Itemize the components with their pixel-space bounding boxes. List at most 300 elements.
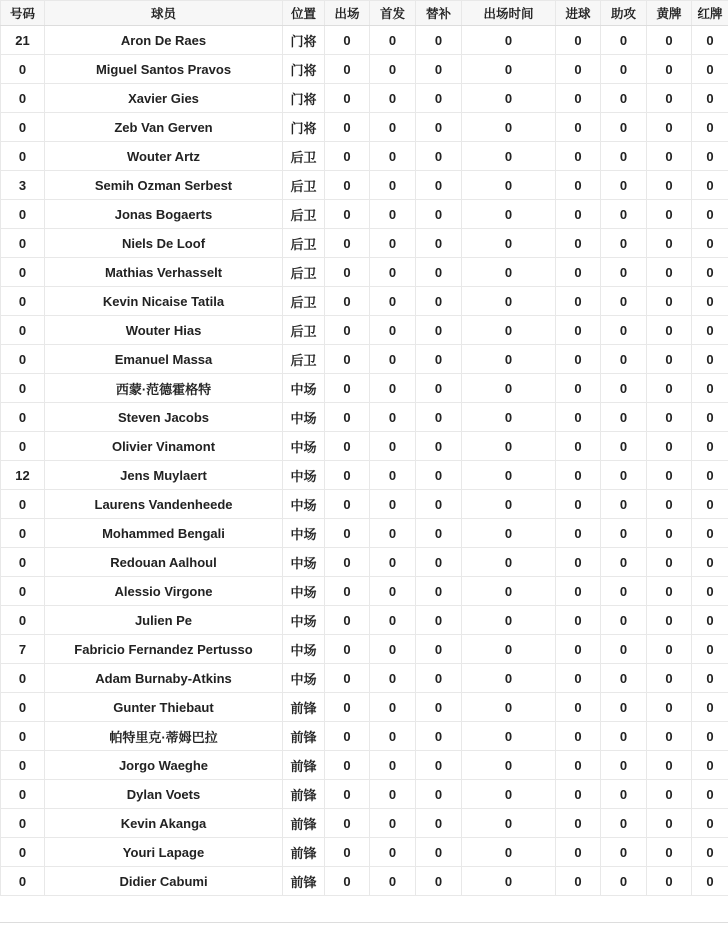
cell-minutes: 0	[462, 403, 556, 432]
cell-yellow-cards: 0	[647, 258, 692, 287]
cell-starts: 0	[370, 519, 416, 548]
cell-assists: 0	[601, 577, 647, 606]
cell-goals: 0	[556, 200, 601, 229]
cell-number: 0	[1, 606, 45, 635]
cell-player: Adam Burnaby-Atkins	[45, 664, 283, 693]
cell-substitute: 0	[416, 490, 462, 519]
cell-number: 7	[1, 635, 45, 664]
cell-red-cards: 0	[692, 722, 728, 751]
cell-number: 0	[1, 113, 45, 142]
cell-minutes: 0	[462, 316, 556, 345]
cell-starts: 0	[370, 722, 416, 751]
cell-goals: 0	[556, 867, 601, 896]
cell-appearances: 0	[325, 316, 370, 345]
cell-substitute: 0	[416, 229, 462, 258]
cell-starts: 0	[370, 432, 416, 461]
cell-starts: 0	[370, 606, 416, 635]
cell-minutes: 0	[462, 809, 556, 838]
cell-position: 后卫	[283, 345, 325, 374]
cell-goals: 0	[556, 345, 601, 374]
cell-yellow-cards: 0	[647, 751, 692, 780]
cell-position: 中场	[283, 461, 325, 490]
cell-position: 后卫	[283, 142, 325, 171]
table-row	[1, 374, 728, 403]
cell-minutes: 0	[462, 780, 556, 809]
cell-red-cards: 0	[692, 55, 728, 84]
cell-substitute: 0	[416, 635, 462, 664]
cell-yellow-cards: 0	[647, 780, 692, 809]
cell-red-cards: 0	[692, 403, 728, 432]
cell-player: Wouter Artz	[45, 142, 283, 171]
cell-minutes: 0	[462, 461, 556, 490]
table-row	[1, 664, 728, 693]
cell-substitute: 0	[416, 200, 462, 229]
cell-starts: 0	[370, 548, 416, 577]
cell-number: 0	[1, 490, 45, 519]
cell-red-cards: 0	[692, 490, 728, 519]
cell-assists: 0	[601, 287, 647, 316]
table-row	[1, 635, 728, 664]
cell-starts: 0	[370, 258, 416, 287]
cell-yellow-cards: 0	[647, 287, 692, 316]
cell-player: Redouan Aalhoul	[45, 548, 283, 577]
cell-minutes: 0	[462, 258, 556, 287]
cell-number: 0	[1, 84, 45, 113]
cell-yellow-cards: 0	[647, 461, 692, 490]
cell-player: 西蒙·范德霍格特	[45, 374, 283, 403]
cell-yellow-cards: 0	[647, 490, 692, 519]
cell-red-cards: 0	[692, 635, 728, 664]
cell-position: 后卫	[283, 258, 325, 287]
table-body	[1, 26, 728, 896]
cell-position: 中场	[283, 490, 325, 519]
cell-starts: 0	[370, 316, 416, 345]
cell-substitute: 0	[416, 664, 462, 693]
cell-starts: 0	[370, 55, 416, 84]
cell-player: Dylan Voets	[45, 780, 283, 809]
cell-minutes: 0	[462, 722, 556, 751]
cell-assists: 0	[601, 171, 647, 200]
cell-yellow-cards: 0	[647, 867, 692, 896]
cell-assists: 0	[601, 519, 647, 548]
cell-red-cards: 0	[692, 374, 728, 403]
cell-number: 0	[1, 548, 45, 577]
cell-minutes: 0	[462, 519, 556, 548]
cell-position: 门将	[283, 55, 325, 84]
cell-position: 中场	[283, 519, 325, 548]
table-row	[1, 577, 728, 606]
cell-player: Semih Ozman Serbest	[45, 171, 283, 200]
cell-number: 0	[1, 867, 45, 896]
cell-assists: 0	[601, 693, 647, 722]
cell-appearances: 0	[325, 635, 370, 664]
cell-red-cards: 0	[692, 26, 728, 55]
cell-position: 前锋	[283, 809, 325, 838]
cell-substitute: 0	[416, 26, 462, 55]
cell-position: 中场	[283, 577, 325, 606]
cell-minutes: 0	[462, 577, 556, 606]
cell-position: 后卫	[283, 200, 325, 229]
cell-appearances: 0	[325, 548, 370, 577]
cell-yellow-cards: 0	[647, 142, 692, 171]
cell-substitute: 0	[416, 577, 462, 606]
cell-number: 0	[1, 200, 45, 229]
cell-player: Steven Jacobs	[45, 403, 283, 432]
cell-yellow-cards: 0	[647, 113, 692, 142]
cell-position: 中场	[283, 635, 325, 664]
cell-goals: 0	[556, 374, 601, 403]
cell-position: 门将	[283, 113, 325, 142]
cell-red-cards: 0	[692, 84, 728, 113]
cell-red-cards: 0	[692, 229, 728, 258]
cell-yellow-cards: 0	[647, 374, 692, 403]
cell-yellow-cards: 0	[647, 26, 692, 55]
cell-player: Didier Cabumi	[45, 867, 283, 896]
cell-number: 0	[1, 55, 45, 84]
cell-yellow-cards: 0	[647, 635, 692, 664]
cell-starts: 0	[370, 809, 416, 838]
cell-assists: 0	[601, 548, 647, 577]
cell-position: 门将	[283, 84, 325, 113]
header-cell-yellow-cards: 黄牌	[647, 1, 692, 26]
cell-goals: 0	[556, 751, 601, 780]
cell-goals: 0	[556, 258, 601, 287]
cell-appearances: 0	[325, 258, 370, 287]
cell-red-cards: 0	[692, 838, 728, 867]
cell-number: 0	[1, 577, 45, 606]
table-row	[1, 722, 728, 751]
cell-number: 0	[1, 142, 45, 171]
cell-yellow-cards: 0	[647, 838, 692, 867]
header-cell-starts: 首发	[370, 1, 416, 26]
cell-goals: 0	[556, 229, 601, 258]
cell-substitute: 0	[416, 519, 462, 548]
cell-assists: 0	[601, 345, 647, 374]
cell-substitute: 0	[416, 84, 462, 113]
cell-yellow-cards: 0	[647, 548, 692, 577]
cell-goals: 0	[556, 432, 601, 461]
table-row	[1, 461, 728, 490]
cell-substitute: 0	[416, 809, 462, 838]
table-row	[1, 316, 728, 345]
cell-number: 0	[1, 751, 45, 780]
cell-appearances: 0	[325, 722, 370, 751]
cell-minutes: 0	[462, 548, 556, 577]
table-row	[1, 113, 728, 142]
cell-assists: 0	[601, 316, 647, 345]
cell-assists: 0	[601, 432, 647, 461]
cell-red-cards: 0	[692, 258, 728, 287]
cell-appearances: 0	[325, 200, 370, 229]
cell-assists: 0	[601, 142, 647, 171]
table-row	[1, 84, 728, 113]
cell-player: Xavier Gies	[45, 84, 283, 113]
cell-number: 12	[1, 461, 45, 490]
table-row	[1, 26, 728, 55]
cell-player: Kevin Akanga	[45, 809, 283, 838]
cell-yellow-cards: 0	[647, 84, 692, 113]
cell-assists: 0	[601, 461, 647, 490]
cell-starts: 0	[370, 751, 416, 780]
cell-goals: 0	[556, 519, 601, 548]
cell-minutes: 0	[462, 374, 556, 403]
cell-starts: 0	[370, 403, 416, 432]
cell-assists: 0	[601, 722, 647, 751]
cell-appearances: 0	[325, 809, 370, 838]
cell-position: 前锋	[283, 751, 325, 780]
cell-position: 后卫	[283, 229, 325, 258]
cell-position: 中场	[283, 548, 325, 577]
cell-starts: 0	[370, 577, 416, 606]
cell-goals: 0	[556, 722, 601, 751]
cell-number: 0	[1, 519, 45, 548]
cell-red-cards: 0	[692, 577, 728, 606]
cell-appearances: 0	[325, 461, 370, 490]
cell-starts: 0	[370, 867, 416, 896]
cell-number: 0	[1, 287, 45, 316]
table-row	[1, 287, 728, 316]
cell-goals: 0	[556, 490, 601, 519]
cell-substitute: 0	[416, 838, 462, 867]
cell-substitute: 0	[416, 867, 462, 896]
cell-goals: 0	[556, 635, 601, 664]
header-cell-red-cards: 红牌	[692, 1, 728, 26]
cell-minutes: 0	[462, 171, 556, 200]
cell-yellow-cards: 0	[647, 693, 692, 722]
cell-red-cards: 0	[692, 113, 728, 142]
bottom-divider	[0, 922, 728, 923]
cell-goals: 0	[556, 693, 601, 722]
header-cell-assists: 助攻	[601, 1, 647, 26]
cell-goals: 0	[556, 809, 601, 838]
cell-player: Alessio Virgone	[45, 577, 283, 606]
cell-red-cards: 0	[692, 142, 728, 171]
cell-position: 前锋	[283, 867, 325, 896]
table-row	[1, 432, 728, 461]
table-row	[1, 519, 728, 548]
cell-goals: 0	[556, 26, 601, 55]
cell-assists: 0	[601, 258, 647, 287]
cell-red-cards: 0	[692, 780, 728, 809]
cell-number: 0	[1, 809, 45, 838]
cell-appearances: 0	[325, 490, 370, 519]
cell-goals: 0	[556, 84, 601, 113]
cell-number: 0	[1, 722, 45, 751]
cell-substitute: 0	[416, 461, 462, 490]
cell-assists: 0	[601, 780, 647, 809]
cell-substitute: 0	[416, 316, 462, 345]
cell-number: 0	[1, 345, 45, 374]
cell-player: Niels De Loof	[45, 229, 283, 258]
cell-substitute: 0	[416, 751, 462, 780]
cell-substitute: 0	[416, 780, 462, 809]
cell-yellow-cards: 0	[647, 229, 692, 258]
cell-substitute: 0	[416, 722, 462, 751]
table-row	[1, 780, 728, 809]
cell-goals: 0	[556, 577, 601, 606]
cell-starts: 0	[370, 374, 416, 403]
cell-goals: 0	[556, 780, 601, 809]
table-row	[1, 200, 728, 229]
cell-red-cards: 0	[692, 345, 728, 374]
cell-appearances: 0	[325, 519, 370, 548]
cell-yellow-cards: 0	[647, 577, 692, 606]
header-cell-appearances: 出场	[325, 1, 370, 26]
cell-red-cards: 0	[692, 867, 728, 896]
cell-appearances: 0	[325, 664, 370, 693]
cell-substitute: 0	[416, 432, 462, 461]
cell-yellow-cards: 0	[647, 55, 692, 84]
cell-player: Aron De Raes	[45, 26, 283, 55]
cell-yellow-cards: 0	[647, 606, 692, 635]
table-row	[1, 142, 728, 171]
cell-minutes: 0	[462, 664, 556, 693]
table-row	[1, 809, 728, 838]
cell-appearances: 0	[325, 606, 370, 635]
cell-assists: 0	[601, 229, 647, 258]
cell-player: Jonas Bogaerts	[45, 200, 283, 229]
cell-player: Wouter Hias	[45, 316, 283, 345]
cell-assists: 0	[601, 606, 647, 635]
cell-red-cards: 0	[692, 461, 728, 490]
cell-minutes: 0	[462, 200, 556, 229]
cell-assists: 0	[601, 838, 647, 867]
cell-minutes: 0	[462, 113, 556, 142]
cell-starts: 0	[370, 693, 416, 722]
cell-appearances: 0	[325, 113, 370, 142]
cell-minutes: 0	[462, 84, 556, 113]
table-row	[1, 55, 728, 84]
cell-appearances: 0	[325, 780, 370, 809]
cell-red-cards: 0	[692, 287, 728, 316]
cell-position: 前锋	[283, 693, 325, 722]
cell-substitute: 0	[416, 113, 462, 142]
cell-position: 门将	[283, 26, 325, 55]
cell-appearances: 0	[325, 577, 370, 606]
cell-starts: 0	[370, 142, 416, 171]
cell-appearances: 0	[325, 693, 370, 722]
cell-number: 0	[1, 374, 45, 403]
cell-assists: 0	[601, 374, 647, 403]
table-row	[1, 229, 728, 258]
table-header	[1, 1, 728, 26]
cell-goals: 0	[556, 171, 601, 200]
cell-position: 中场	[283, 403, 325, 432]
cell-yellow-cards: 0	[647, 316, 692, 345]
cell-yellow-cards: 0	[647, 171, 692, 200]
cell-appearances: 0	[325, 287, 370, 316]
cell-red-cards: 0	[692, 664, 728, 693]
cell-player: Youri Lapage	[45, 838, 283, 867]
cell-red-cards: 0	[692, 548, 728, 577]
cell-player: Gunter Thiebaut	[45, 693, 283, 722]
cell-starts: 0	[370, 113, 416, 142]
cell-appearances: 0	[325, 432, 370, 461]
cell-substitute: 0	[416, 606, 462, 635]
cell-substitute: 0	[416, 403, 462, 432]
cell-substitute: 0	[416, 55, 462, 84]
cell-player: Olivier Vinamont	[45, 432, 283, 461]
cell-goals: 0	[556, 606, 601, 635]
cell-goals: 0	[556, 664, 601, 693]
header-cell-player: 球员	[45, 1, 283, 26]
cell-position: 后卫	[283, 287, 325, 316]
cell-minutes: 0	[462, 867, 556, 896]
cell-yellow-cards: 0	[647, 432, 692, 461]
cell-goals: 0	[556, 548, 601, 577]
cell-red-cards: 0	[692, 751, 728, 780]
cell-position: 中场	[283, 432, 325, 461]
cell-player: Mohammed Bengali	[45, 519, 283, 548]
cell-player: Zeb Van Gerven	[45, 113, 283, 142]
cell-appearances: 0	[325, 751, 370, 780]
cell-number: 3	[1, 171, 45, 200]
cell-number: 0	[1, 664, 45, 693]
cell-red-cards: 0	[692, 171, 728, 200]
cell-number: 0	[1, 403, 45, 432]
cell-assists: 0	[601, 403, 647, 432]
table-row	[1, 838, 728, 867]
cell-substitute: 0	[416, 287, 462, 316]
table-row	[1, 258, 728, 287]
cell-minutes: 0	[462, 635, 556, 664]
cell-minutes: 0	[462, 606, 556, 635]
cell-player: Jens Muylaert	[45, 461, 283, 490]
cell-assists: 0	[601, 751, 647, 780]
table-row	[1, 606, 728, 635]
cell-minutes: 0	[462, 142, 556, 171]
cell-substitute: 0	[416, 171, 462, 200]
cell-number: 0	[1, 693, 45, 722]
header-cell-minutes: 出场时间	[462, 1, 556, 26]
cell-player: Fabricio Fernandez Pertusso	[45, 635, 283, 664]
cell-assists: 0	[601, 55, 647, 84]
cell-goals: 0	[556, 838, 601, 867]
cell-position: 中场	[283, 374, 325, 403]
cell-player: Mathias Verhasselt	[45, 258, 283, 287]
cell-minutes: 0	[462, 55, 556, 84]
cell-appearances: 0	[325, 84, 370, 113]
cell-appearances: 0	[325, 345, 370, 374]
cell-player: Laurens Vandenheede	[45, 490, 283, 519]
cell-assists: 0	[601, 867, 647, 896]
cell-player: 帕特里克·蒂姆巴拉	[45, 722, 283, 751]
cell-assists: 0	[601, 113, 647, 142]
cell-red-cards: 0	[692, 693, 728, 722]
cell-substitute: 0	[416, 142, 462, 171]
cell-goals: 0	[556, 142, 601, 171]
cell-appearances: 0	[325, 403, 370, 432]
cell-appearances: 0	[325, 26, 370, 55]
cell-red-cards: 0	[692, 809, 728, 838]
cell-minutes: 0	[462, 838, 556, 867]
cell-starts: 0	[370, 838, 416, 867]
header-cell-substitute: 替补	[416, 1, 462, 26]
cell-player: Miguel Santos Pravos	[45, 55, 283, 84]
cell-appearances: 0	[325, 838, 370, 867]
cell-player: Julien Pe	[45, 606, 283, 635]
cell-goals: 0	[556, 113, 601, 142]
cell-position: 后卫	[283, 316, 325, 345]
table-row	[1, 345, 728, 374]
cell-assists: 0	[601, 200, 647, 229]
header-row	[1, 1, 728, 26]
cell-yellow-cards: 0	[647, 403, 692, 432]
cell-position: 后卫	[283, 171, 325, 200]
cell-starts: 0	[370, 287, 416, 316]
header-cell-position: 位置	[283, 1, 325, 26]
cell-minutes: 0	[462, 490, 556, 519]
